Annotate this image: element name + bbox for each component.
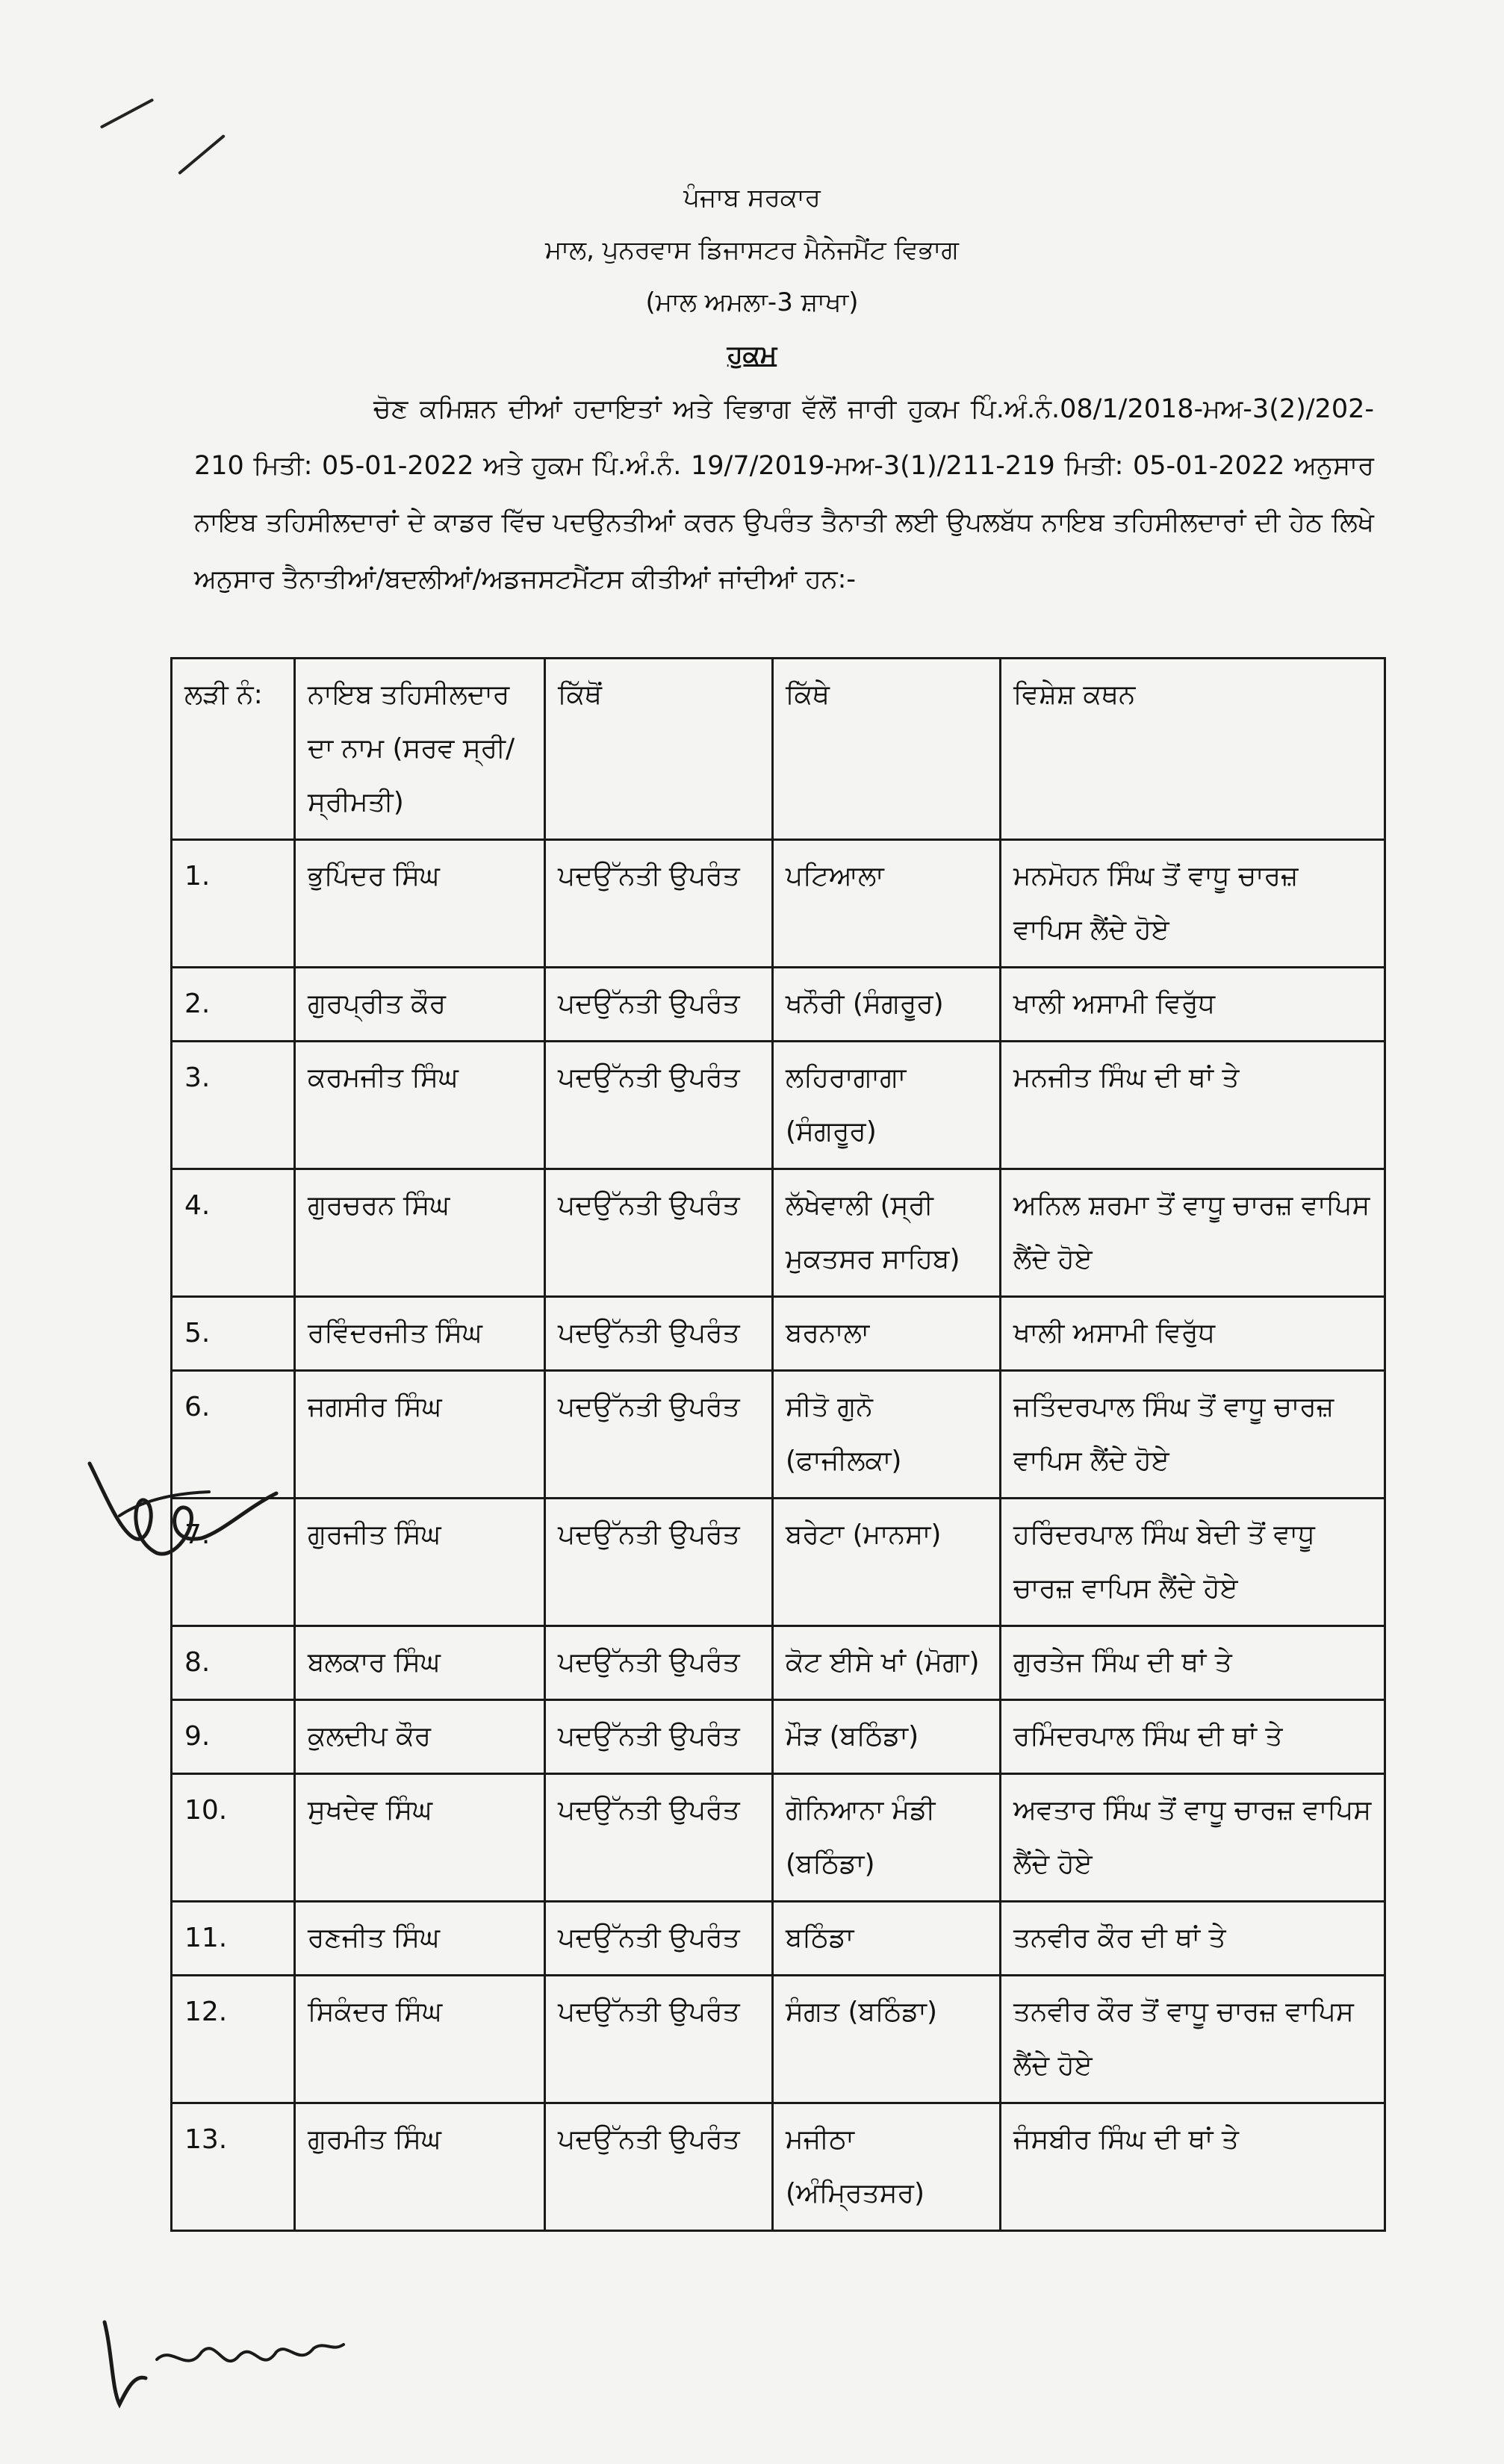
- name-cell: ਗੁਰਚਰਨ ਸਿੰਘ: [295, 1169, 545, 1297]
- to-cell: ਮਜੀਠਾ (ਅੰਮ੍ਰਿਤਸਰ): [773, 2103, 1001, 2231]
- from-cell: ਪਦਉੱਨਤੀ ਉਪਰੰਤ: [545, 1626, 773, 1700]
- to-cell: ਖਨੌਰੀ (ਸੰਗਰੂਰ): [773, 968, 1001, 1042]
- serial-cell: 4.: [172, 1169, 295, 1297]
- serial-cell: 9.: [172, 1700, 295, 1774]
- name-cell: ਭੁਪਿੰਦਰ ਸਿੰਘ: [295, 840, 545, 968]
- from-cell: ਪਦਉੱਨਤੀ ਉਪਰੰਤ: [545, 1976, 773, 2103]
- table-row: [172, 1042, 1385, 1169]
- order-paragraph: ਚੋਣ ਕਮਿਸ਼ਨ ਦੀਆਂ ਹਦਾਇਤਾਂ ਅਤੇ ਵਿਭਾਗ ਵੱਲੋਂ ਜਾਰੀ ਹੁਕਮ ਪਿੰ.ਅੰ.ਨੰ.08/1/2018-ਮਅ-3(2)/202-210 ਮਿਤੀ: 05-01-2022 ਅਤੇ ਹੁਕਮ ਪਿੰ.ਅੰ.ਨੰ. 19/7/2019-ਮਅ-3(1)/211-219 ਮਿਤੀ: 05-01-2022 ਅਨੁਸਾਰ ਨਾਇਬ ਤਹਿਸੀਲਦਾਰਾਂ ਦੇ ਕਾਡਰ ਵਿੱਚ ਪਦਉਨਤੀਆਂ ਕਰਨ ਉਪਰੰਤ ਤੈਨਾਤੀ ਲਈ ਉਪਲਬੱਧ ਨਾਇਬ ਤਹਿਸੀਲਦਾਰਾਂ ਦੀ ਹੇਠ ਲਿਖੇ ਅਨੁਸਾਰ ਤੈਨਾਤੀਆਂ/ਬਦਲੀਆਂ/ਅਡਜਸਟਮੈਂਟਸ ਕੀਤੀਆਂ ਜਾਂਦੀਆਂ ਹਨ:-: [194, 394, 1374, 594]
- from-cell: ਪਦਉੱਨਤੀ ਉਪਰੰਤ: [545, 1774, 773, 1902]
- remarks-cell: ਖਾਲੀ ਅਸਾਮੀ ਵਿਰੁੱਧ: [1001, 968, 1385, 1042]
- remarks-cell: ਹਰਿੰਦਰਪਾਲ ਸਿੰਘ ਬੇਦੀ ਤੋਂ ਵਾਧੂ ਚਾਰਜ਼ ਵਾਪਿਸ ਲੈਂਦੇ ਹੋਏ: [1001, 1499, 1385, 1626]
- remarks-cell: ਮਨਮੋਹਨ ਸਿੰਘ ਤੋਂ ਵਾਧੂ ਚਾਰਜ਼ ਵਾਪਿਸ ਲੈਂਦੇ ਹੋਏ: [1001, 840, 1385, 968]
- order-title: ਹੁਕਮ: [727, 340, 777, 370]
- to-cell: ਬਰਨਾਲਾ: [773, 1297, 1001, 1371]
- header-name: ਨਾਇਬ ਤਹਿਸੀਲਦਾਰ ਦਾ ਨਾਮ (ਸਰਵ ਸ੍ਰੀ/ਸ੍ਰੀਮਤੀ): [295, 659, 545, 840]
- remarks-cell: ਖਾਲੀ ਅਸਾਮੀ ਵਿਰੁੱਧ: [1001, 1297, 1385, 1371]
- serial-cell: 7.: [172, 1499, 295, 1626]
- from-cell: ਪਦਉੱਨਤੀ ਉਪਰੰਤ: [545, 1700, 773, 1774]
- table-row: [172, 1169, 1385, 1297]
- serial-cell: 1.: [172, 840, 295, 968]
- to-cell: ਗੋਨਿਆਨਾ ਮੰਡੀ (ਬਠਿੰਡਾ): [773, 1774, 1001, 1902]
- to-cell: ਸੰਗਤ (ਬਠਿੰਡਾ): [773, 1976, 1001, 2103]
- table-row: [172, 1902, 1385, 1976]
- header-from: ਕਿੱਥੋਂ: [545, 659, 773, 840]
- name-cell: ਕਰਮਜੀਤ ਸਿੰਘ: [295, 1042, 545, 1169]
- serial-cell: 10.: [172, 1774, 295, 1902]
- table-header-row: [172, 659, 1385, 840]
- name-cell: ਜਗਸੀਰ ਸਿੰਘ: [295, 1371, 545, 1499]
- branch-name: (ਮਾਲ ਅਮਲਾ-3 ਸ਼ਾਖਾ): [645, 287, 859, 317]
- table-row: [172, 1371, 1385, 1499]
- name-cell: ਕੁਲਦੀਪ ਕੌਰ: [295, 1700, 545, 1774]
- table-row: [172, 1297, 1385, 1371]
- serial-cell: 3.: [172, 1042, 295, 1169]
- to-cell: ਬਰੇਟਾ (ਮਾਨਸਾ): [773, 1499, 1001, 1626]
- serial-cell: 8.: [172, 1626, 295, 1700]
- remarks-cell: ਜੰਸਬੀਰ ਸਿੰਘ ਦੀ ਥਾਂ ਤੇ: [1001, 2103, 1385, 2231]
- header-to: ਕਿੱਥੇ: [773, 659, 1001, 840]
- to-cell: ਮੌੜ (ਬਠਿੰਡਾ): [773, 1700, 1001, 1774]
- from-cell: ਪਦਉੱਨਤੀ ਉਪਰੰਤ: [545, 1371, 773, 1499]
- name-cell: ਗੁਰਜੀਤ ਸਿੰਘ: [295, 1499, 545, 1626]
- from-cell: ਪਦਉੱਨਤੀ ਉਪਰੰਤ: [545, 1169, 773, 1297]
- header-remarks: ਵਿਸ਼ੇਸ਼ ਕਥਨ: [1001, 659, 1385, 840]
- serial-cell: 6.: [172, 1371, 295, 1499]
- from-cell: ਪਦਉੱਨਤੀ ਉਪਰੰਤ: [545, 1902, 773, 1976]
- to-cell: ਸੀਤੋ ਗੁਨੋ (ਫਾਜੀਲਕਾ): [773, 1371, 1001, 1499]
- remarks-cell: ਤਨਵੀਰ ਕੌਰ ਤੋਂ ਵਾਧੂ ਚਾਰਜ਼ ਵਾਪਿਸ ਲੈਂਦੇ ਹੋਏ: [1001, 1976, 1385, 2103]
- government-name: ਪੰਜਾਬ ਸਰਕਾਰ: [683, 183, 821, 213]
- to-cell: ਪਟਿਆਲਾ: [773, 840, 1001, 968]
- pen-mark: [178, 134, 226, 175]
- name-cell: ਰਵਿੰਦਰਜੀਤ ਸਿੰਘ: [295, 1297, 545, 1371]
- table-row: [172, 1626, 1385, 1700]
- from-cell: ਪਦਉੱਨਤੀ ਉਪਰੰਤ: [545, 840, 773, 968]
- name-cell: ਸੁਖਦੇਵ ਸਿੰਘ: [295, 1774, 545, 1902]
- name-cell: ਗੁਰਮੀਤ ਸਿੰਘ: [295, 2103, 545, 2231]
- table-row: [172, 1700, 1385, 1774]
- table-row: [172, 968, 1385, 1042]
- name-cell: ਗੁਰਪ੍ਰੀਤ ਕੌਰ: [295, 968, 545, 1042]
- serial-cell: 11.: [172, 1902, 295, 1976]
- remarks-cell: ਅਨਿਲ ਸ਼ਰਮਾ ਤੋਂ ਵਾਧੂ ਚਾਰਜ਼ ਵਾਪਿਸ ਲੈਂਦੇ ਹੋਏ: [1001, 1169, 1385, 1297]
- from-cell: ਪਦਉੱਨਤੀ ਉਪਰੰਤ: [545, 2103, 773, 2231]
- remarks-cell: ਗੁਰਤੇਜ ਸਿੰਘ ਦੀ ਥਾਂ ਤੇ: [1001, 1626, 1385, 1700]
- name-cell: ਰਣਜੀਤ ਸਿੰਘ: [295, 1902, 545, 1976]
- to-cell: ਬਠਿੰਡਾ: [773, 1902, 1001, 1976]
- remarks-cell: ਮਨਜੀਤ ਸਿੰਘ ਦੀ ਥਾਂ ਤੇ: [1001, 1042, 1385, 1169]
- remarks-cell: ਜਤਿੰਦਰਪਾਲ ਸਿੰਘ ਤੋਂ ਵਾਧੂ ਚਾਰਜ਼ ਵਾਪਿਸ ਲੈਂਦੇ ਹੋਏ: [1001, 1371, 1385, 1499]
- remarks-cell: ਤਨਵੀਰ ਕੌਰ ਦੀ ਥਾਂ ਤੇ: [1001, 1902, 1385, 1976]
- from-cell: ਪਦਉੱਨਤੀ ਉਪਰੰਤ: [545, 968, 773, 1042]
- from-cell: ਪਦਉੱਨਤੀ ਉਪਰੰਤ: [545, 1499, 773, 1626]
- postings-table: [170, 657, 1386, 2232]
- name-cell: ਸਿਕੰਦਰ ਸਿੰਘ: [295, 1976, 545, 2103]
- serial-cell: 13.: [172, 2103, 295, 2231]
- remarks-cell: ਰਮਿੰਦਰਪਾਲ ਸਿੰਘ ਦੀ ਥਾਂ ਤੇ: [1001, 1700, 1385, 1774]
- table-row: [172, 1499, 1385, 1626]
- serial-cell: 12.: [172, 1976, 295, 2103]
- signature-image: [75, 1449, 299, 1575]
- serial-cell: 2.: [172, 968, 295, 1042]
- pen-mark: [100, 98, 155, 128]
- header-serial: ਲੜੀ ਨੰ:: [172, 659, 295, 840]
- table-row: [172, 840, 1385, 968]
- department-name: ਮਾਲ, ਪੁਨਰਵਾਸ ਡਿਜਾਸਟਰ ਮੈਨੇਜਮੈਂਟ ਵਿਭਾਗ: [545, 235, 959, 265]
- to-cell: ਲੱਖੇਵਾਲੀ (ਸ੍ਰੀ ਮੁਕਤਸਰ ਸਾਹਿਬ): [773, 1169, 1001, 1297]
- serial-cell: 5.: [172, 1297, 295, 1371]
- from-cell: ਪਦਉੱਨਤੀ ਉਪਰੰਤ: [545, 1042, 773, 1169]
- to-cell: ਲਹਿਰਾਗਾਗਾ (ਸੰਗਰੂਰ): [773, 1042, 1001, 1169]
- name-cell: ਬਲਕਾਰ ਸਿੰਘ: [295, 1626, 545, 1700]
- from-cell: ਪਦਉੱਨਤੀ ਉਪਰੰਤ: [545, 1297, 773, 1371]
- table-row: [172, 1774, 1385, 1902]
- table-row: [172, 2103, 1385, 2231]
- table-row: [172, 1976, 1385, 2103]
- remarks-cell: ਅਵਤਾਰ ਸਿੰਘ ਤੋਂ ਵਾਧੂ ਚਾਰਜ਼ ਵਾਪਿਸ ਲੈਂਦੇ ਹੋਏ: [1001, 1774, 1385, 1902]
- to-cell: ਕੋਟ ਈਸੇ ਖਾਂ (ਮੋਗਾ): [773, 1626, 1001, 1700]
- initials-image: [90, 2307, 358, 2419]
